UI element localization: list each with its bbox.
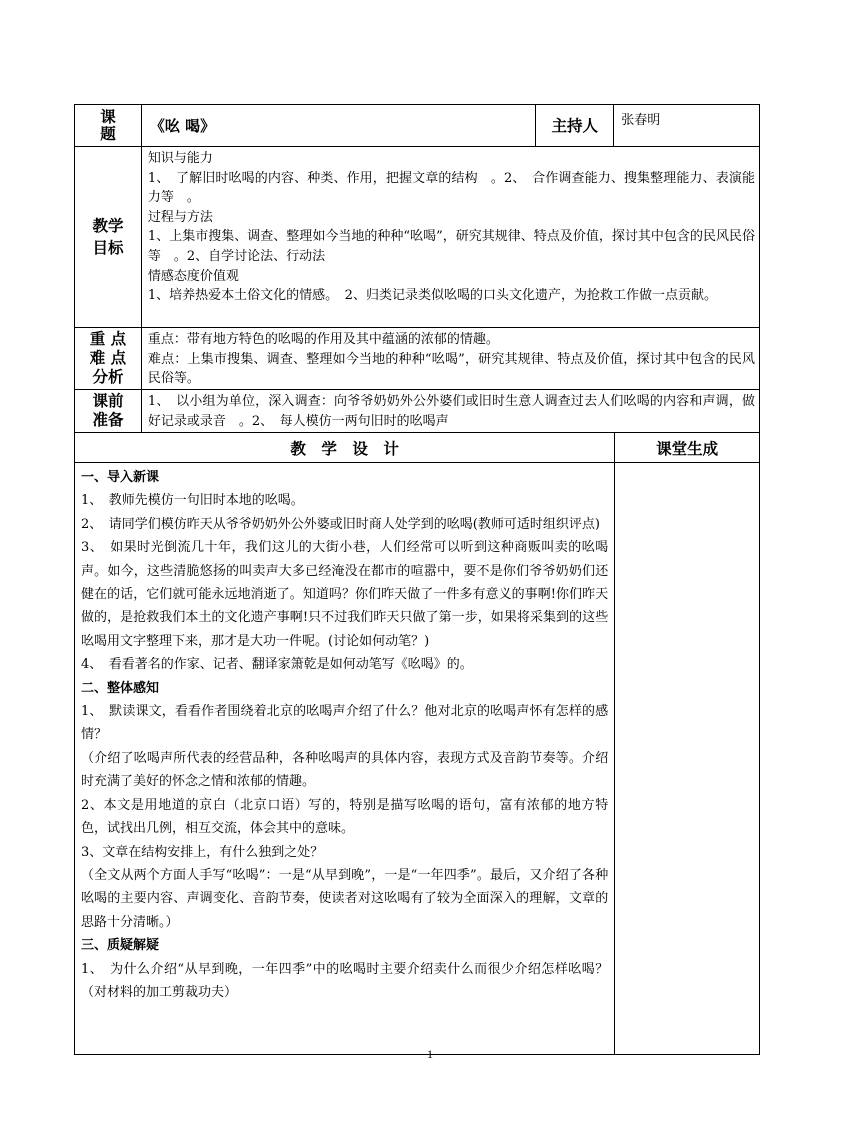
class-outcome-content [615,463,760,1055]
design-paragraph: 3、文章在结构安排上，有什么独到之处？ [81,844,324,860]
design-paragraph: （介绍了吆喝声所代表的经营品种，各种吆喝声的具体内容，表现方式及音韵节奏等。介绍时充满了美好的怀念之情和浓郁的情趣。 [81,750,609,790]
section-heading: 二、整体感知 [81,680,160,696]
design-paragraph: 1、 为什么介绍“从早到晚，一年四季”中的吆喝时主要介绍卖什么而很少介绍怎样吆喝？（对材料的加工剪裁功夫） [81,961,609,1000]
goals-line: 1、 了解旧时吆喝的内容、种类、作用，把握文章的结构 。2、 合作调查能力、搜集整理能力、表演能力等 。 [147,170,755,206]
prep-label: 课前 准备 [75,390,142,433]
design-header: 教 学 设 计 [75,433,615,463]
goals-line: 知识与能力 [147,151,213,166]
keypoints-content [141,328,759,390]
keypoint-line: 重点：带有地方特色的吆喝的作用及其中蕴涵的浓郁的情趣。 [147,332,499,347]
goals-line: 过程与方法 [147,209,213,225]
goals-line: 1、培养热爱本土俗文化的情感。 2、归类记录类似吆喝的口头文化遗产，为抢救工作做一点贡献。 [147,288,717,304]
host-label: 主持人 [536,105,614,147]
design-paragraph: 2、 请同学们模仿昨天从爷爷奶奶外公外婆或旧时商人处学到的吆喝(教师可适时组织评点) [81,516,600,532]
teaching-design-table [74,432,760,1055]
design-paragraph: 4、 看看著名的作家、记者、翻译家箫乾是如何动笔写《吆喝》的。 [81,657,473,673]
goals-line: 情感态度价值观 [147,268,239,284]
goals-label: 教学 目标 [75,147,142,328]
topic-label: 课 题 [75,105,142,147]
design-content [75,463,615,1055]
lesson-info-table [74,104,760,433]
design-paragraph: 3、 如果时光倒流几十年，我们这儿的大街小巷，人们经常可以听到这种商贩叫卖的吆喝声。如今，这些清脆悠扬的叫卖声大多已经淹没在都市的喧嚣中，要不是你们爷爷奶奶们还健在的话，它们就可能永远地消逝了。知道吗？你们昨天做了一件多有意义的事啊!你们昨天做的，是抢救我们本土的文化遗产事啊!只不过我们昨天只做了第一步，如果将采集到的这些吆喝用文字整理下来，那才是大功一件呢。(讨论如何动笔？) [81,540,609,649]
keypoint-line: 难点：上集市搜集、调查、整理如今当地的种种“吆喝”，研究其规律、特点及价值，探讨其中包含的民风民俗等。 [147,351,755,387]
goals-line: 1、上集市搜集、调查、整理如今当地的种种“吆喝”，研究其规律、特点及价值，探讨其中包含的民风民俗等 。2、自学讨论法、行动法 [147,229,755,264]
topic-title: 《吆 喝》 [141,105,535,147]
design-paragraph: 1、 教师先模仿一句旧时本地的吆喝。 [81,493,304,509]
design-paragraph: （全文从两个方面人手写“吆喝”：一是“从早到晚”，一是“一年四季”。最后，又介绍了各种吆喝的主要内容、声调变化、音韵节奏，使读者对这吆喝有了较为全面深入的理解，文章的思路十分清晰。） [81,867,609,930]
design-paragraph: 2、本文是用地道的京白（北京口语）写的，特别是描写吆喝的语句，富有浓郁的地方特色，试找出几例，相互交流，体会其中的意味。 [81,797,609,837]
section-heading: 一、导入新课 [81,470,160,485]
class-outcome-header: 课堂生成 [615,433,760,463]
goals-content [141,147,759,328]
prep-content: 1、 以小组为单位，深入调查：向爷爷奶奶外公外婆们或旧时生意人调查过去人们吆喝的内容和声调，做好记录或录音 。2、 每人模仿一两句旧时的吆喝声 [141,390,759,433]
page-number: 1 [427,1047,433,1061]
section-heading: 三、质疑解疑 [81,938,160,954]
design-paragraph: 1、 默读课文，看看作者围绕着北京的吆喝声介绍了什么？他对北京的吆喝声怀有怎样的感情？ [81,704,609,743]
keypoints-label: 重 点 难 点 分析 [75,328,142,390]
host-name: 张春明 [614,105,760,147]
